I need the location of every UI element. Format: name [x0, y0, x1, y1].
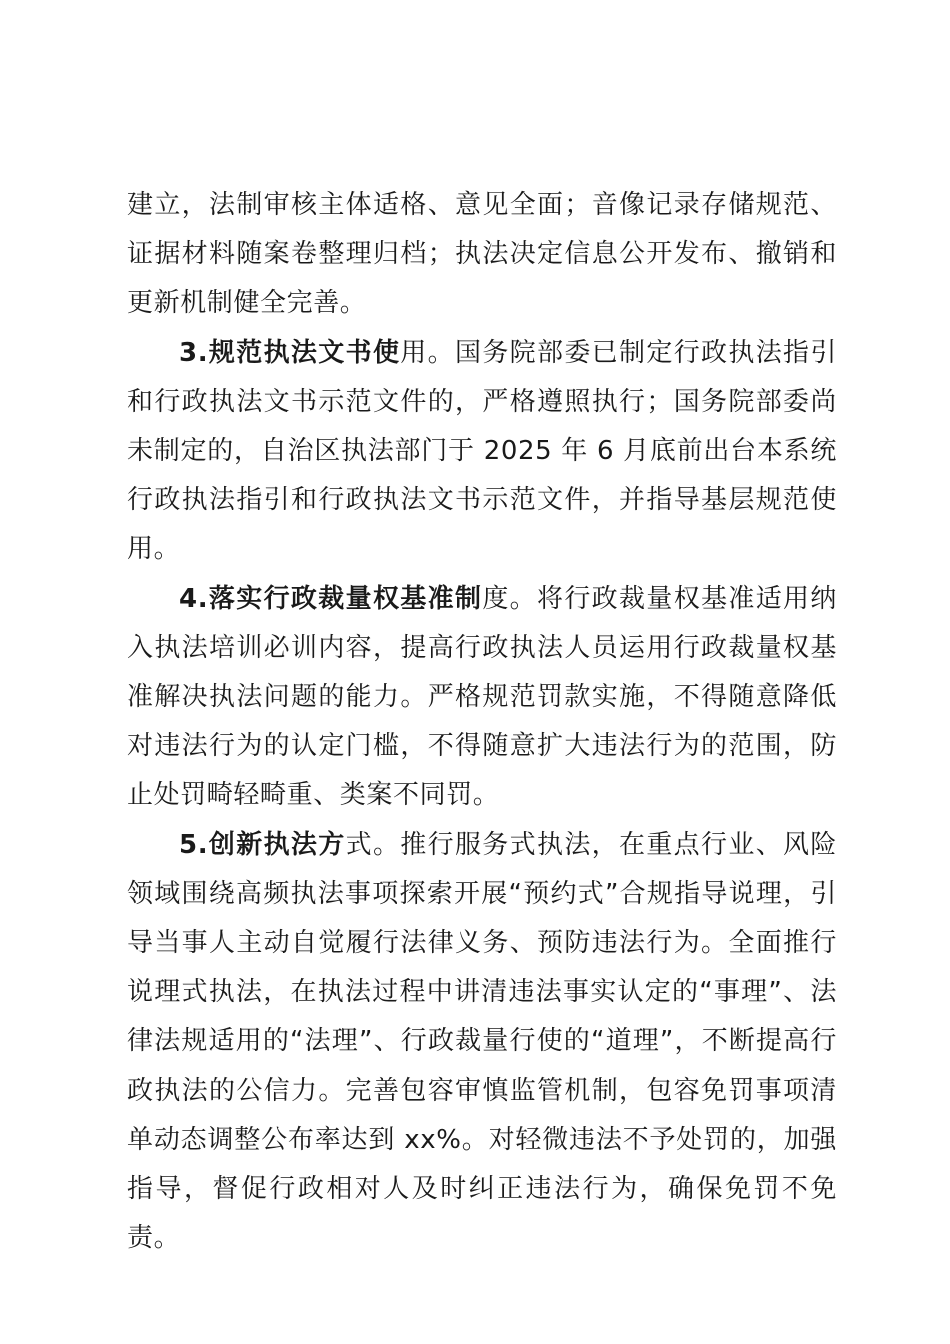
item-heading: 3.规范执法文书使 [179, 337, 401, 368]
paragraph-continued [127, 181, 837, 329]
paragraph-text: 度。将行政裁量权基准适用纳入执法培训必训内容，提高行政执法人员运用行政裁量权基准解决执法问题的能力。严格规范罚款实施，不得随意降低对违法行为的认定门槛，不得随意扩大违法行为的范围，防止处罚畸轻畸重、类案不同罚。 [127, 583, 837, 811]
paragraph-text: 建立，法制审核主体适格、意见全面；音像记录存储规范、证据材料随案卷整理归档；执法决定信息公开发布、撤销和更新机制健全完善。 [127, 190, 837, 319]
paragraph-item-4 [127, 575, 837, 821]
item-heading: 5.创新执法方 [179, 829, 346, 860]
item-heading: 4.落实行政裁量权基准制 [179, 583, 483, 614]
paragraph-text: 式。推行服务式执法，在重点行业、风险领域围绕高频执法事项探索开展“预约式”合规指导说理，引导当事人主动自觉履行法律义务、预防违法行为。全面推行说理式执法，在执法过程中讲清违法事实认定的“事理”、法律法规适用的“法理”、行政裁量行使的“道理”，不断提高行政执法的公信力。完善包容审慎监管机制，包容免罚事项清单动态调整公布率达到 xx%。对轻微违法不予处罚的，加强指导，督促行政相对人及时纠正违法行为，确保免罚不免责。 [127, 829, 837, 1254]
paragraph-item-3 [127, 329, 837, 575]
paragraph-text: 用。国务院部委已制定行政执法指引和行政执法文书示范文件的，严格遵照执行；国务院部委尚未制定的，自治区执法部门于 2025 年 6 月底前出台本系统行政执法指引和行政执法文书示范文件，并指导基层规范使用。 [127, 337, 837, 565]
document-body [127, 181, 837, 1263]
paragraph-item-5 [127, 821, 837, 1264]
